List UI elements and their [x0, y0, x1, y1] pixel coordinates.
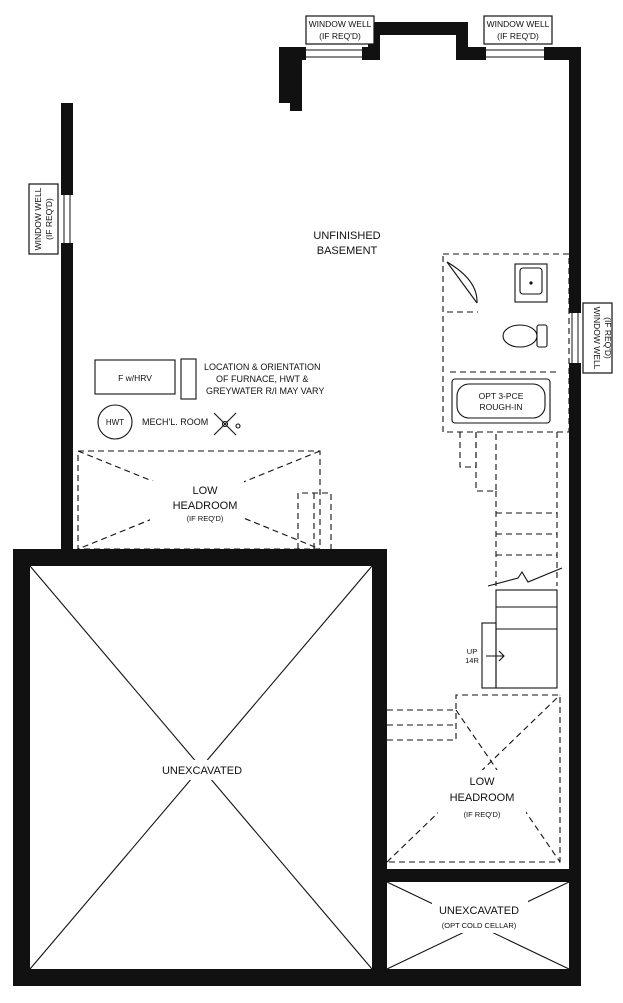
bathroom-rough-in [443, 254, 569, 432]
unexcavated-label: UNEXCAVATED [438, 905, 520, 917]
window-well-ifreqd: (IF REQ'D) [44, 198, 54, 240]
window-well-top-right [484, 16, 552, 44]
window-well-ifreqd: (IF REQ'D) [319, 31, 361, 41]
window-openings [61, 47, 581, 363]
window-well-top-left [306, 16, 374, 44]
mechanical-area [95, 359, 324, 439]
window-well-right [583, 303, 613, 373]
window-well-label: WINDOW WELL [592, 306, 602, 370]
window-well-label: WINDOW WELL [486, 19, 550, 29]
low-headroom-upper [78, 451, 331, 549]
up-label: UP [466, 647, 478, 656]
low-label: LOW [192, 485, 218, 497]
low-label: LOW [469, 776, 495, 788]
cold-cellar-label: (OPT COLD CELLAR) [441, 921, 517, 930]
headroom-label: HEADROOM [449, 792, 515, 804]
mech-room-label: MECH'L. ROOM [142, 417, 209, 427]
window-well-label: WINDOW WELL [308, 19, 372, 29]
opt-3pce-label-1: OPT 3-PCE [478, 391, 524, 401]
staircase [460, 432, 562, 688]
unexcavated-area [30, 566, 372, 969]
window-well-ifreqd: (IF REQ'D) [603, 317, 613, 359]
risers-label: 14R [465, 656, 479, 665]
if-reqd-label: (IF REQ'D) [186, 514, 224, 523]
hwt-label: HWT [105, 418, 125, 427]
location-note-1: LOCATION & ORIENTATION [204, 362, 321, 372]
headroom-label: HEADROOM [172, 500, 238, 512]
unexcavated-label: UNEXCAVATED [161, 765, 243, 777]
window-well-ifreqd: (IF REQ'D) [497, 31, 539, 41]
opt-3pce-label-2: ROUGH-IN [479, 402, 523, 412]
floor-drain-icon [214, 413, 240, 435]
unfinished-label-line2: BASEMENT [316, 245, 378, 257]
location-note-3: GREYWATER R/I MAY VARY [206, 386, 325, 396]
location-note-2: OF FURNACE, HWT & [216, 374, 309, 384]
low-headroom-lower [387, 695, 560, 862]
unfinished-label-line1: UNFINISHED [313, 230, 381, 242]
furnace-label: F w/HRV [118, 373, 152, 383]
window-well-left [29, 184, 58, 254]
toilet-icon [503, 325, 547, 347]
window-well-label: WINDOW WELL [33, 187, 43, 251]
cold-cellar [387, 882, 569, 969]
if-reqd-label: (IF REQ'D) [463, 810, 501, 819]
bathtub-icon [452, 379, 550, 423]
hrv-box [181, 359, 196, 399]
